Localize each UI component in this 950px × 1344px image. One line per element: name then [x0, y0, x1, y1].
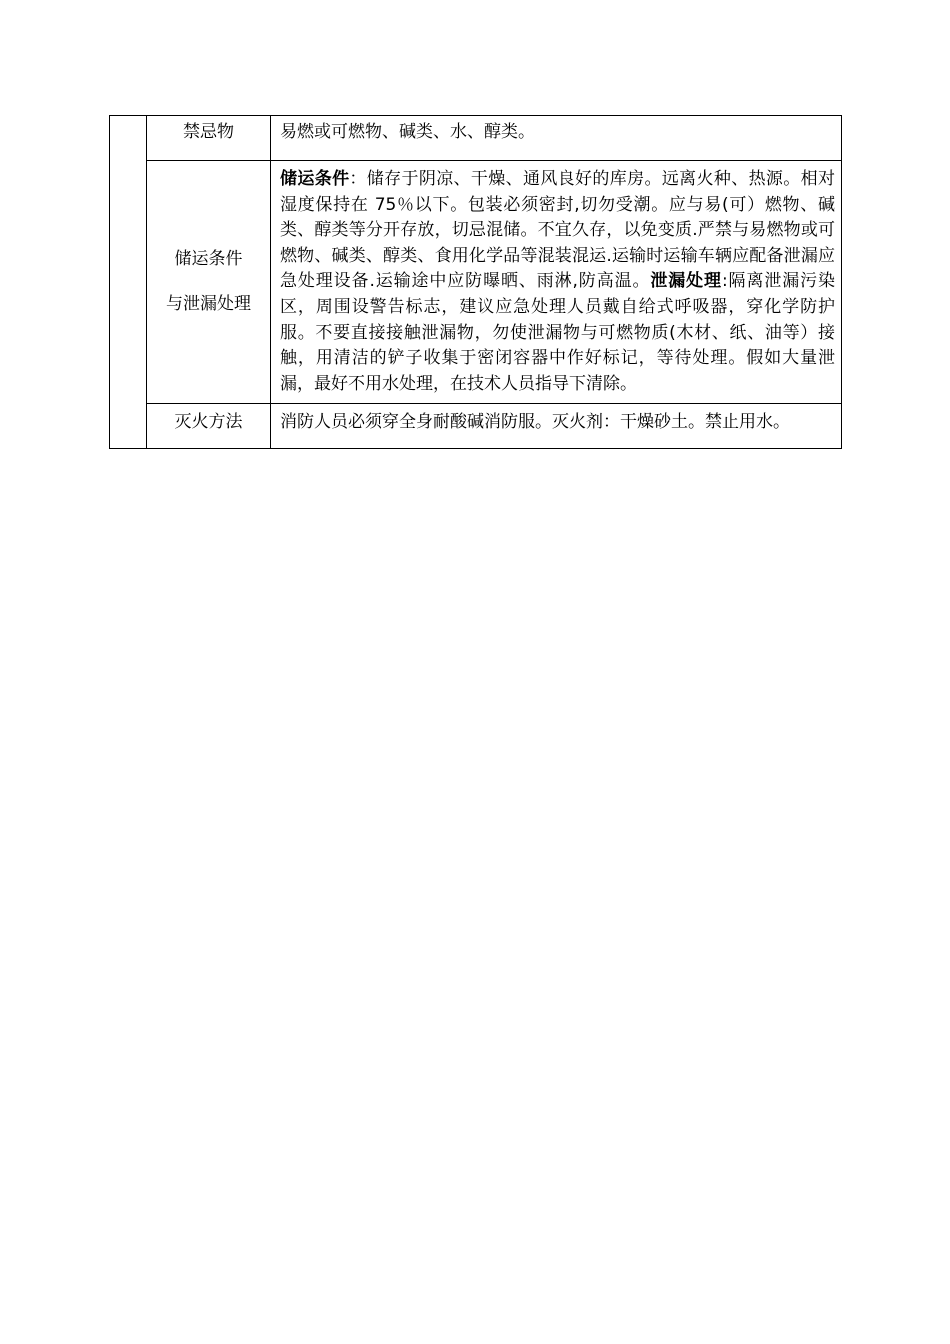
label-firefighting: 灭火方法: [174, 412, 243, 433]
heading-storage: 储运条件: [280, 169, 350, 189]
content-cell-incompatible: [271, 116, 842, 161]
label-storage-line1: 储运条件: [174, 249, 243, 270]
table-row-incompatible: [110, 116, 842, 161]
blank-left-cell: [110, 116, 147, 449]
heading-leak: 泄漏处理: [650, 271, 722, 292]
label-cell-storage: [147, 161, 271, 404]
label-cell-firefighting: [147, 404, 271, 449]
table-row-firefighting: [110, 404, 842, 449]
text-leak: :隔离泄漏污染区，周围设警告标志，建议应急处理人员戴自给式呼吸器，穿化学防护服。不要直接接触泄漏物，勿使泄漏物与可燃物质(木材、纸、油等）接触，用清洁的铲子收集于密闭容器中作好标记，等待处理。假如大量泄漏，最好不用水处理，在技术人员指导下清除。: [280, 271, 835, 394]
content-cell-firefighting: [271, 404, 842, 449]
content-cell-storage: [271, 161, 842, 404]
label-incompatible: 禁忌物: [183, 122, 234, 142]
label-cell-incompatible: [147, 116, 271, 161]
content-firefighting: 消防人员必须穿全身耐酸碱消防服。灭火剂：干燥砂土。禁止用水。: [280, 412, 790, 433]
text-storage: ：储存于阴凉、干燥、通风良好的库房。远离火种、热源。相对湿度保持在 75％以下。包装必须密封,切勿受潮。应与易(可）燃物、碱类、醇类等分开存放，切忌混储。不宜久存，以免变质.严禁与易燃物或可燃物、碱类、醇类、食用化学品等混装混运.运输时运输车辆应配备泄漏应急处理设备.运输途中应防曝晒、雨淋,防高温。: [280, 169, 836, 292]
table-row-storage: [110, 161, 842, 404]
label-storage-line2: 与泄漏处理: [166, 293, 251, 314]
content-incompatible: 易燃或可燃物、碱类、水、醇类。: [280, 122, 535, 142]
chemical-safety-table: [109, 115, 842, 449]
